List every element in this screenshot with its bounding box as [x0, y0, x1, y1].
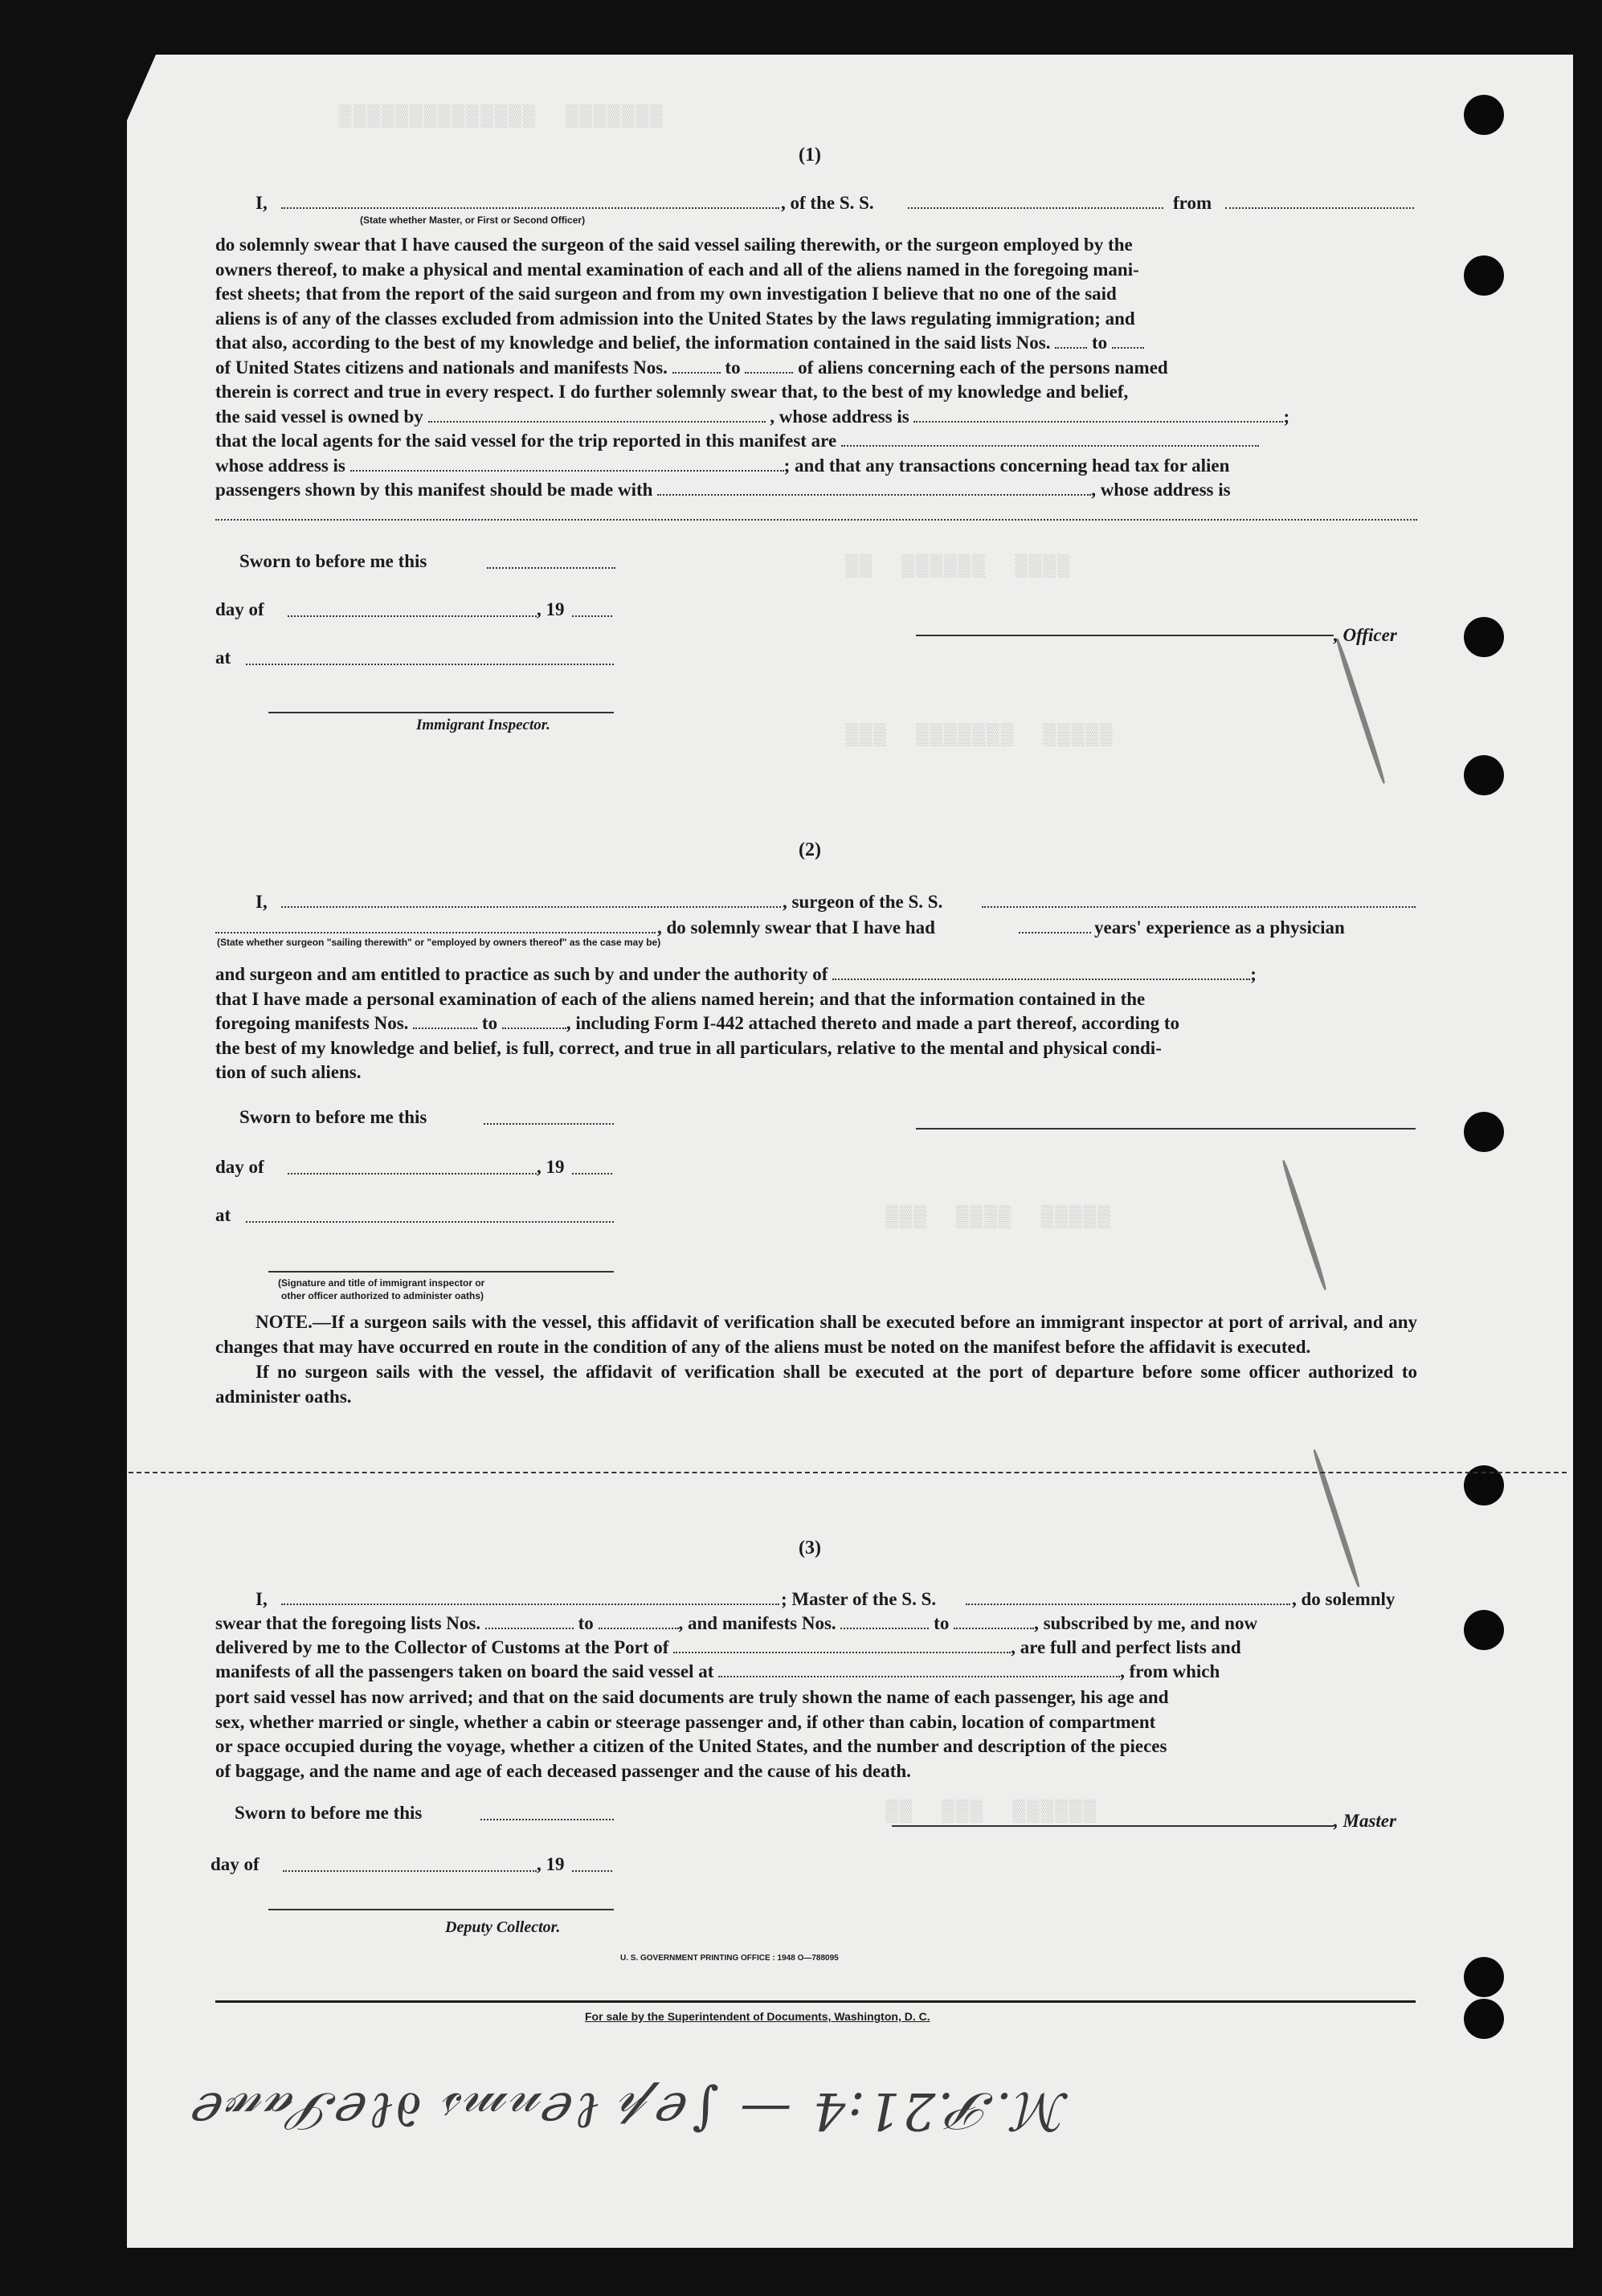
s3-year-label: , 19 [537, 1854, 565, 1874]
s1-body-line: do solemnly swear that I have caused the surgeon of the said vessel sailing therewith, or the surgeon employed by the [215, 235, 1133, 255]
s2-sworn-label: Sworn to before me this [239, 1107, 427, 1127]
s3-body-line: of baggage, and the name and age of each deceased passenger and the cause of his death. [215, 1760, 911, 1781]
bleed-through-texture: ▒▒▒▒ ▒▒▒▒▒▒ ▒▒ [844, 554, 1070, 578]
s2-body-line: the best of my knowledge and belief, is full, correct, and true in all particulars, relative to the mental and physical condi- [215, 1037, 1162, 1058]
s2-year-blank [572, 1173, 612, 1175]
note-paragraph-2: If no surgeon sails with the vessel, the affidavit of verification shall be executed at the port of departure before some officer authorized to administer oaths. [215, 1362, 1417, 1407]
s1-body-line: that the local agents for the said vessel for the trip reported in this manifest are [215, 429, 1417, 454]
s2-day-blank [288, 1173, 537, 1175]
s1-body-line: that also, according to the best of my knowledge and belief, the information contained in the said lists Nos. to [215, 331, 1417, 356]
section-1-number: (1) [799, 145, 821, 165]
s2-body-line: foregoing manifests Nos. to , including Form I-442 attached thereto and made a part thereof, according to [215, 1013, 1180, 1033]
s2-surgeon-label: , surgeon of the S. S. [783, 892, 943, 912]
s1-day-blank [288, 615, 537, 617]
s2-body-line: and surgeon and am entitled to practice as such by and under the authority of ; [215, 964, 1257, 984]
s3-body [215, 1685, 1417, 1783]
s1-body [215, 233, 1417, 503]
section-2-number: (2) [799, 840, 821, 860]
s2-body [215, 962, 1417, 1085]
upside-down-handwriting: ℳ.𝒫.21:4 — ∫ℯ𝓅 ℓℯ𝓃𝓂𝓈 ∂ℓℯ𝒮𝒶𝓌ℯ [193, 2081, 1070, 2140]
s1-year-label: , 19 [537, 599, 565, 619]
s1-body-line: owners thereof, to make a physical and mental examination of each and all of the aliens named in the foregoing mani- [215, 259, 1139, 280]
punch-hole [1464, 755, 1504, 795]
s3-collector-signature-line [268, 1909, 614, 1910]
s1-officer-signature-line [916, 635, 1334, 636]
section-3-number: (3) [799, 1538, 821, 1559]
s1-at-label: at [215, 648, 231, 668]
printing-office-imprint: U. S. GOVERNMENT PRINTING OFFICE : 1948 O—788095 [620, 1954, 839, 1963]
s3-name-blank [281, 1604, 779, 1605]
punch-hole [1464, 1957, 1504, 1997]
s1-inspector-signature-line [268, 712, 614, 713]
s2-at-blank [246, 1221, 614, 1223]
s1-officer-label: , Officer [1334, 625, 1397, 645]
s1-body-line: passengers shown by this manifest should be made with , whose address is [215, 480, 1231, 500]
punch-hole [1464, 1112, 1504, 1152]
s1-body-line: whose address is ; and that any transactions concerning head tax for alien [215, 455, 1230, 476]
s2-body-line: tion of such aliens. [215, 1062, 362, 1082]
punch-hole [1464, 1999, 1504, 2039]
s2-at-label: at [215, 1205, 231, 1225]
s2-i-label: I, [255, 892, 268, 912]
s3-body-line: sex, whether married or single, whether a cabin or steerage passenger and, if other than cabin, location of compartment [215, 1711, 1156, 1732]
s3-line4: manifests of all the passengers taken on board the said vessel at , from which [215, 1661, 1220, 1681]
s1-name-blank [281, 207, 779, 209]
s1-inspector-label: Immigrant Inspector. [416, 717, 550, 733]
s2-body-line: that I have made a personal examination of each of the aliens named herein; and that the information contained in the [215, 988, 1146, 1009]
s2-years-blank [1019, 932, 1091, 934]
note-block [215, 1309, 1417, 1409]
s3-year-blank [572, 1870, 612, 1872]
s3-body-line: port said vessel has now arrived; and that on the said documents are truly shown the name of each passenger, his age and [215, 1687, 1169, 1707]
s3-solemnly-label: , do solemnly [1292, 1589, 1396, 1609]
s1-i-label: I, [255, 193, 268, 213]
bleed-through-texture: ▒▒▒▒▒▒▒ ▒▒▒▒▒▒▒▒▒▒▒▒▒▒ [337, 104, 663, 129]
bleed-through-texture: ▒▒▒▒▒ ▒▒▒▒ ▒▒▒ [884, 1205, 1110, 1229]
s2-year-label: , 19 [537, 1157, 565, 1177]
s2-surgeon-signature-line [916, 1128, 1416, 1130]
s3-day-blank [283, 1870, 537, 1872]
s1-year-blank [572, 615, 612, 617]
s3-i-label: I, [255, 1589, 268, 1609]
s3-collector-label: Deputy Collector. [445, 1918, 561, 1936]
s3-master-label: ; Master of the S. S. [781, 1589, 937, 1609]
for-sale-notice: For sale by the Superintendent of Documents, Washington, D. C. [585, 2010, 930, 2023]
s3-body-line: or space occupied during the voyage, whether a citizen of the United States, and the number and description of the pieces [215, 1736, 1167, 1756]
bleed-through-texture: ▒▒▒▒▒▒ ▒▒▒ ▒▒ [884, 1800, 1097, 1824]
bleed-through-texture: ▒▒▒▒▒ ▒▒▒▒▒▒▒ ▒▒▒ [844, 723, 1113, 747]
s3-master-signature-line [892, 1825, 1334, 1827]
punch-hole [1464, 255, 1504, 296]
s1-body-line: therein is correct and true in every respect. I do further solemnly swear that, to the best of my knowledge and belief, [215, 382, 1129, 402]
s3-master-label-sig: , Master [1334, 1811, 1396, 1831]
s1-of-ss-label: , of the S. S. [781, 193, 874, 213]
s1-continuation-blank [215, 519, 1417, 521]
s2-sig-caption-1: (Signature and title of immigrant inspector or [278, 1277, 485, 1289]
s1-ship-blank [908, 207, 1163, 209]
footer-rule [215, 2000, 1416, 2003]
s1-sworn-blank [487, 567, 615, 569]
s1-at-blank [246, 664, 614, 665]
s1-from-label: from [1173, 193, 1212, 213]
s3-sworn-blank [480, 1819, 614, 1820]
s3-ship-blank [966, 1604, 1290, 1605]
s2-ship-blank [982, 906, 1416, 908]
s2-sig-caption-2: other officer authorized to administer oaths) [281, 1290, 484, 1301]
s2-caption: (State whether surgeon "sailing therewith" or "employed by owners thereof" as the case may be) [217, 937, 661, 948]
punch-hole [1464, 617, 1504, 657]
s2-swear-label: , do solemnly swear that I have had [657, 917, 935, 938]
s2-inspector-signature-line [268, 1271, 614, 1273]
s2-day-of-label: day of [215, 1157, 264, 1177]
s1-body-line: fest sheets; that from the report of the said surgeon and from my own investigation I believe that no one of the said [215, 284, 1117, 304]
s1-body-line: aliens is of any of the classes excluded from admission into the United States by the laws regulating immigration; and [215, 308, 1135, 329]
s1-from-blank [1225, 207, 1414, 209]
section-separator [129, 1472, 1567, 1473]
s1-sworn-label: Sworn to before me this [239, 551, 427, 571]
s1-body-line: the said vessel is owned by , whose address is ; [215, 406, 1290, 427]
s3-day-of-label: day of [210, 1854, 260, 1874]
s2-sworn-blank [484, 1123, 614, 1125]
s2-capacity-blank [215, 932, 656, 934]
s3-sworn-label: Sworn to before me this [235, 1803, 423, 1823]
s1-day-of-label: day of [215, 599, 264, 619]
punch-hole [1464, 1610, 1504, 1650]
s3-line2: swear that the foregoing lists Nos. to , and manifests Nos. to , subscribed by me, and now [215, 1613, 1258, 1633]
s3-line3: delivered by me to the Collector of Customs at the Port of , are full and perfect lists and [215, 1637, 1241, 1657]
s1-body-line: of United States citizens and nationals and manifests Nos. to of aliens concerning each of the persons named [215, 357, 1168, 378]
punch-hole [1464, 95, 1504, 135]
s2-years-label: years' experience as a physician [1094, 917, 1345, 938]
note-paragraph-1: NOTE.—If a surgeon sails with the vessel, this affidavit of verification shall be executed before an immigrant inspector at port of arrival, and any changes that may have occurred en route in the condition of any of the aliens must be noted on the manifest before the affidavit is executed. [215, 1312, 1417, 1357]
s1-state-caption: (State whether Master, or First or Second Officer) [360, 214, 586, 226]
s2-name-blank [281, 906, 781, 908]
